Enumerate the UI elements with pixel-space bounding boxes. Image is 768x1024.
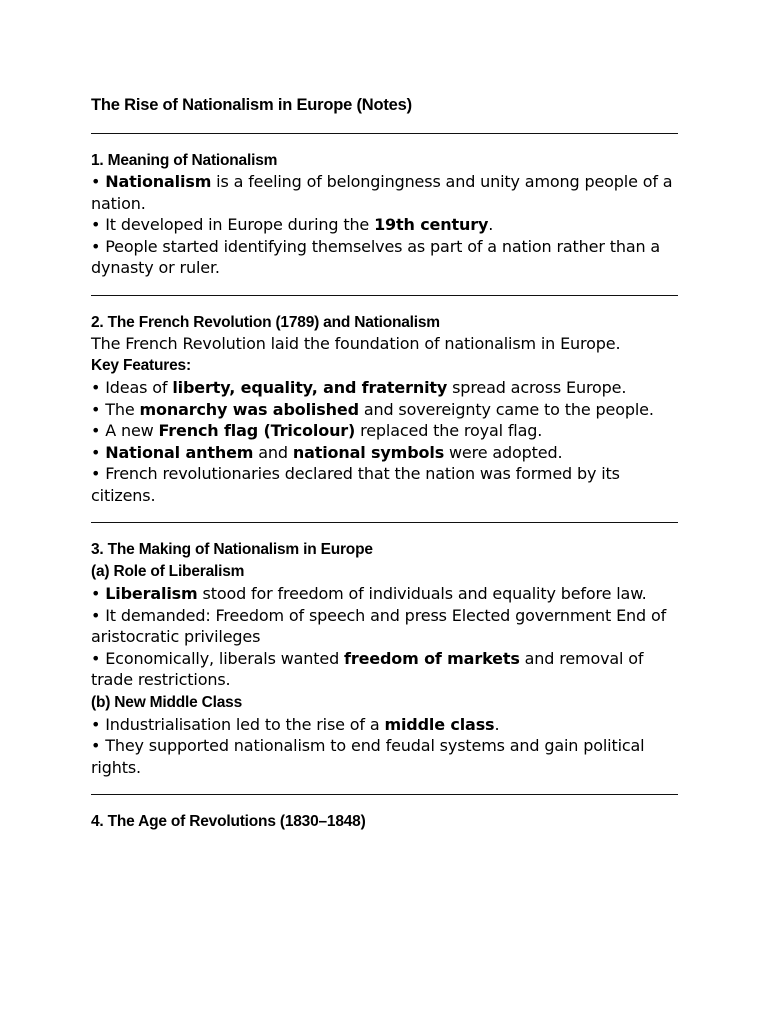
bullet-line: • Nationalism is a feeling of belongingness and unity among people of a nation. bbox=[91, 172, 673, 213]
bullet-line: • Industrialisation led to the rise of a middle class. bbox=[91, 714, 500, 734]
section-heading-meaning: 1. Meaning of Nationalism bbox=[91, 152, 278, 169]
bullet-line: • It developed in Europe during the 19th century. bbox=[91, 215, 494, 234]
section-divider bbox=[91, 133, 678, 134]
bullet-line: • It demanded: Freedom of speech and press Elected government End of aristocratic privileges bbox=[91, 605, 667, 646]
bullet-line: • National anthem and national symbols were adopted. bbox=[91, 442, 563, 462]
bullet-line: • They supported nationalism to end feudal systems and gain political rights. bbox=[91, 736, 645, 777]
key-features-label: Key Features: bbox=[91, 357, 191, 374]
section-heading-making-of-nationalism: 3. The Making of Nationalism in Europe bbox=[91, 541, 373, 558]
bullet-line: • The monarchy was abolished and sovereignty came to the people. bbox=[91, 399, 654, 419]
section-heading-french-revolution: 2. The French Revolution (1789) and Nationalism bbox=[91, 313, 440, 331]
bullet-line: • Liberalism stood for freedom of individuals and equality before law. bbox=[91, 584, 647, 603]
bullet-line: • Economically, liberals wanted freedom of markets and removal of trade restrictions. bbox=[91, 648, 644, 689]
subheading-role-of-liberalism: (a) Role of Liberalism bbox=[91, 563, 245, 580]
notes-content bbox=[91, 94, 681, 832]
section-divider bbox=[91, 794, 678, 795]
section-divider bbox=[91, 522, 678, 523]
section-heading-age-of-revolutions: 4. The Age of Revolutions (1830–1848) bbox=[91, 813, 366, 830]
document-title: The Rise of Nationalism in Europe (Notes) bbox=[91, 96, 412, 114]
bullet-line: • People started identifying themselves as part of a nation rather than a dynasty or ruler. bbox=[91, 236, 661, 277]
bullet-line: • French revolutionaries declared that the nation was formed by its citizens. bbox=[91, 464, 620, 505]
subheading-new-middle-class: (b) New Middle Class bbox=[91, 693, 243, 711]
bullet-line: • A new French flag (Tricolour) replaced the royal flag. bbox=[91, 421, 543, 440]
bullet-line: • Ideas of liberty, equality, and fraternity spread across Europe. bbox=[91, 378, 627, 397]
section-divider bbox=[91, 295, 678, 296]
intro-paragraph: The French Revolution laid the foundation of nationalism in Europe. bbox=[91, 333, 621, 353]
